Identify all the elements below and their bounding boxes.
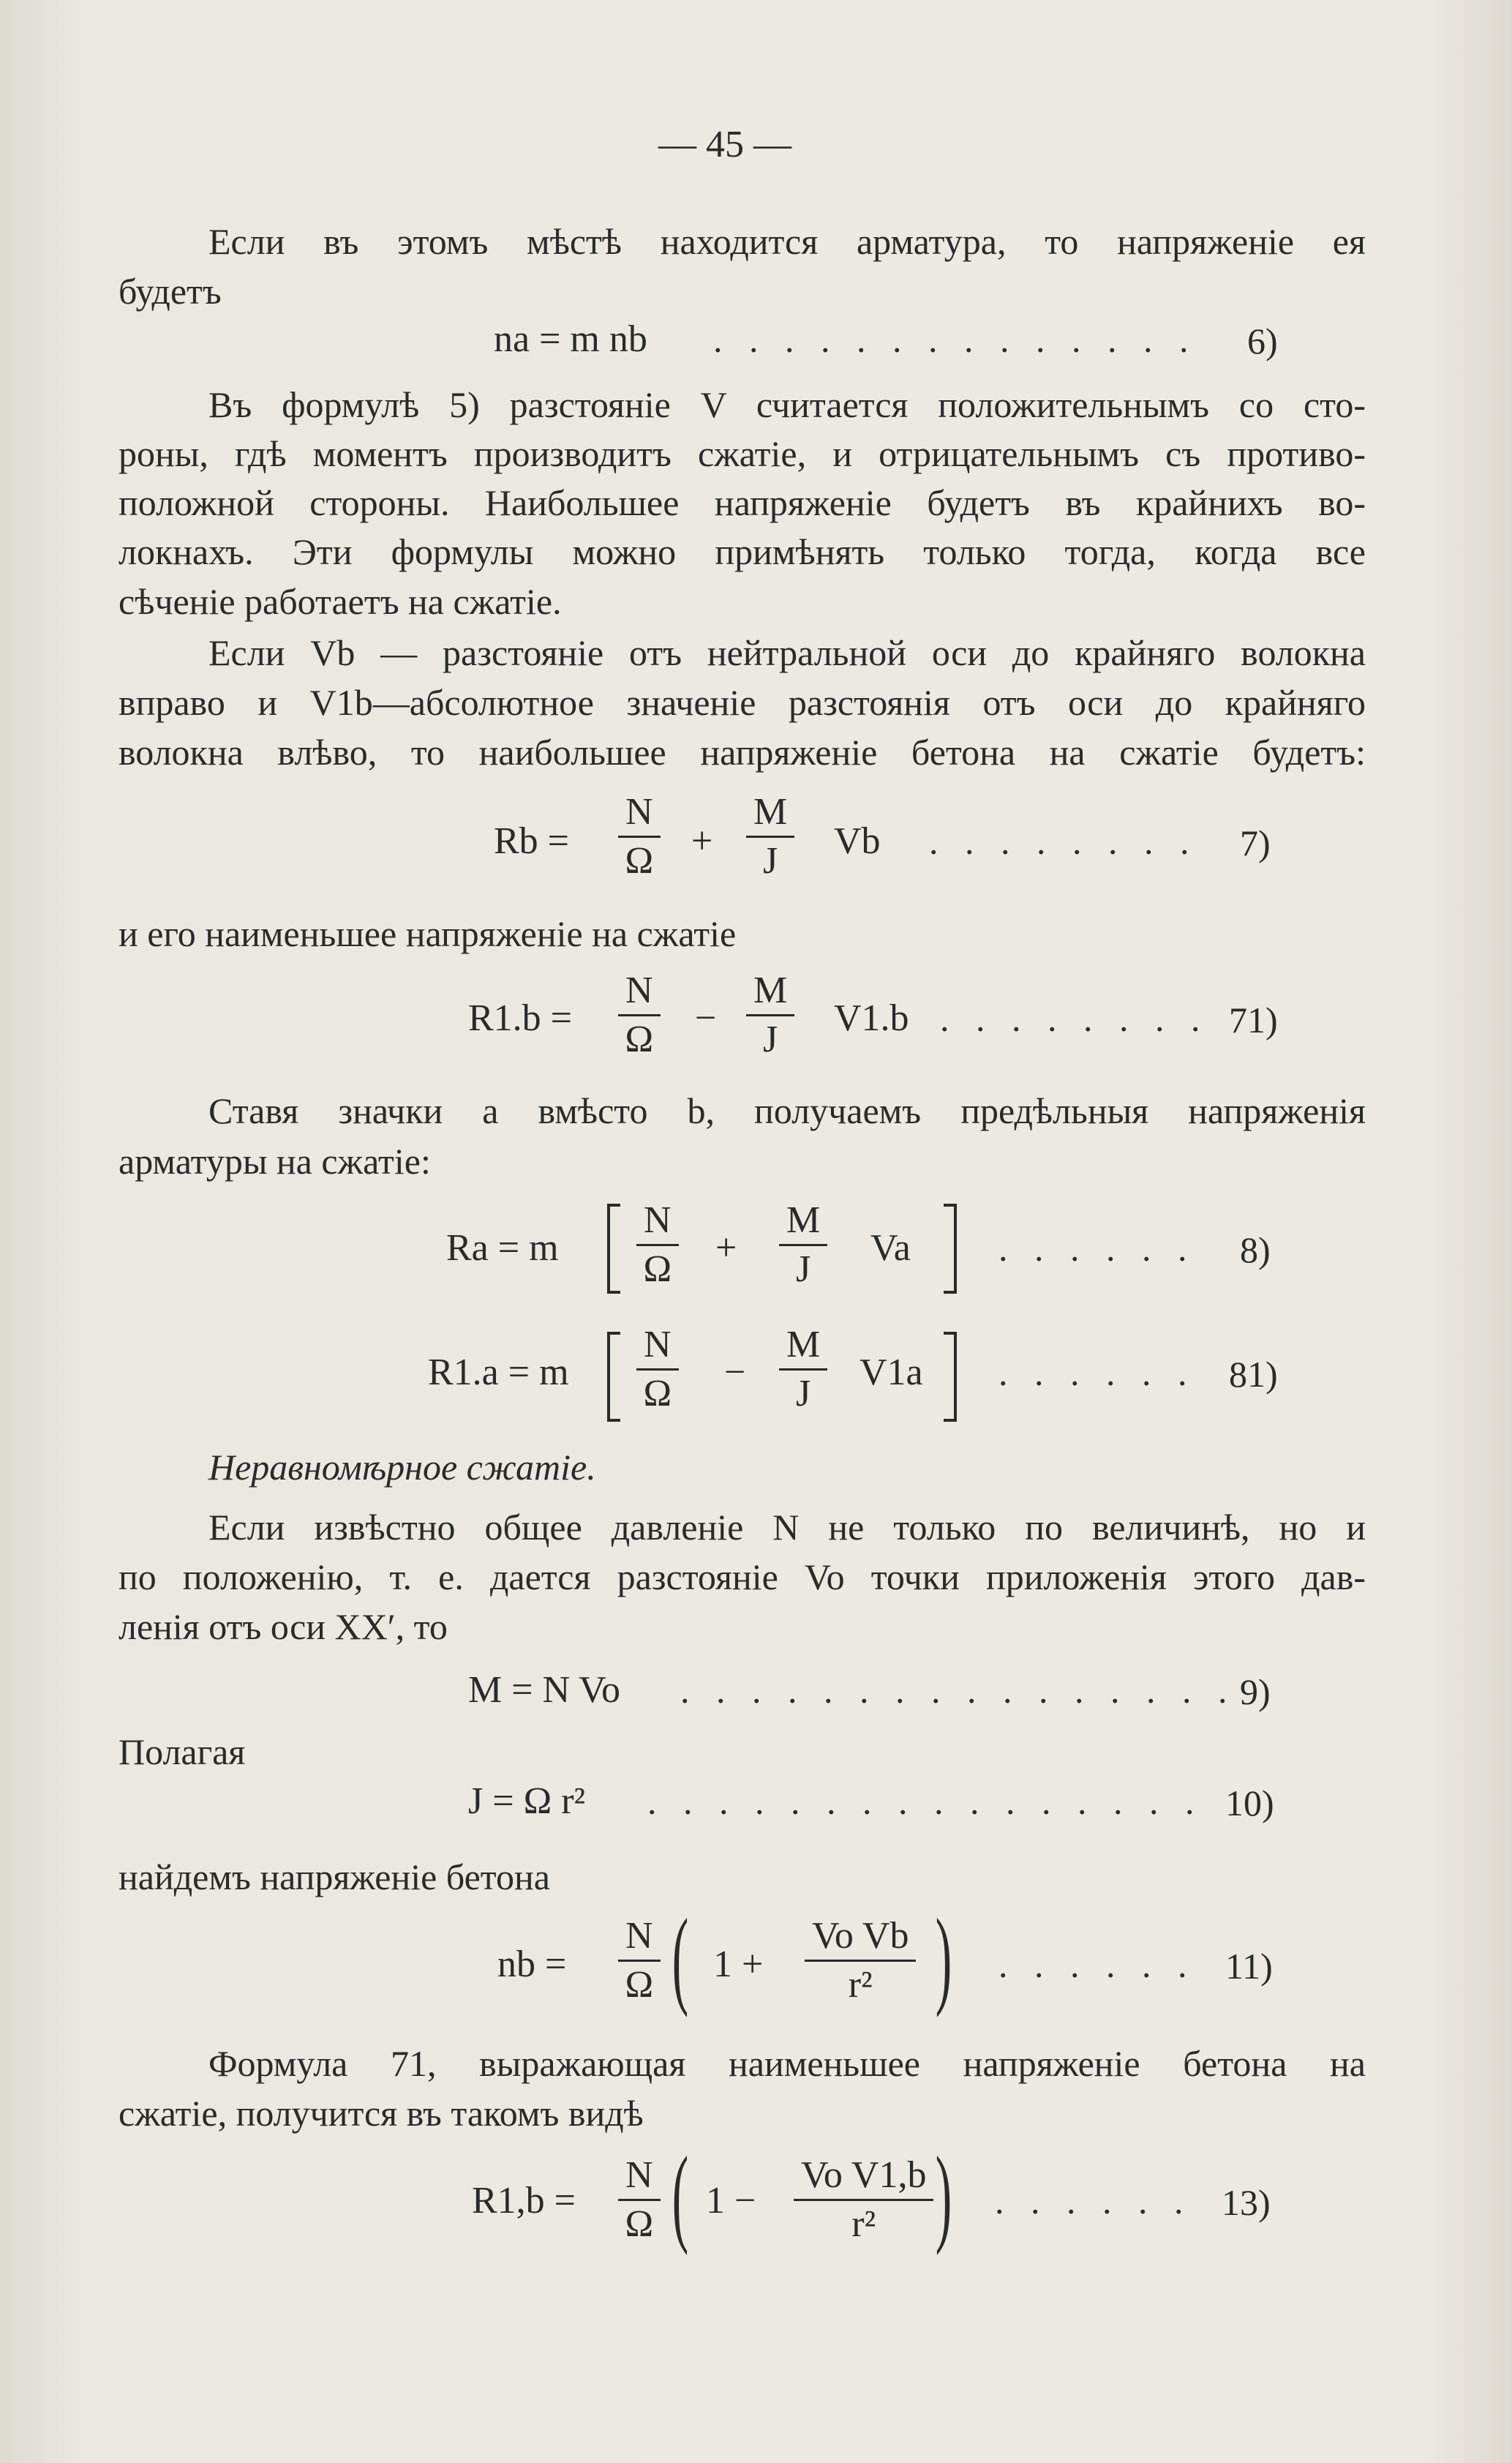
equation-number: 71) <box>1229 1000 1278 1041</box>
plus-sign: + <box>715 1227 737 1269</box>
text-line: Если въ этомъ мѣстѣ находится арматура, то напряженіе ея <box>208 221 1366 262</box>
leader-dots: . . . . . . . . <box>929 821 1198 862</box>
fraction-m-j: $\frac{M}{J}$ <box>779 1200 827 1290</box>
equation-13-lhs: R1,b = <box>472 2180 576 2222</box>
plus-sign: + <box>691 820 713 862</box>
text-line: и его наименьшее напряженіе на сжатіе <box>119 913 737 954</box>
fraction-n-omega: $\frac{N}{\Omega}$ <box>618 2155 661 2245</box>
leader-dots: . . . . . . <box>998 1944 1196 1985</box>
leader-dots: . . . . . . . . <box>940 998 1209 1039</box>
fraction-m-j: $\frac{M}{J}$ <box>779 1324 827 1414</box>
equation-7-1-lhs: R1.b = <box>468 997 573 1039</box>
leader-dots: . . . . . . . . . . . . . . . . <box>647 1781 1203 1822</box>
leader-dots: . . . . . . <box>998 1228 1196 1269</box>
text-line: будетъ <box>119 271 222 312</box>
leader-dots: . . . . . . <box>998 1352 1196 1393</box>
text-line: положной стороны. Наибольшее напряженіе будетъ въ крайнихъ во- <box>119 482 1366 523</box>
equation-10-lhs: J = Ω r² <box>468 1780 586 1822</box>
text-line: арматуры на сжатіе: <box>119 1141 431 1182</box>
minus-sign: − <box>695 997 717 1039</box>
equation-number: 10) <box>1225 1782 1274 1823</box>
left-paren: ( <box>672 2134 689 2256</box>
fraction-n-omega: $\frac{N}{\Omega}$ <box>618 1916 661 2006</box>
text-line: найдемъ напряженіе бетона <box>119 1856 550 1897</box>
equation-9-lhs: M = N Vo <box>468 1669 621 1711</box>
text-line: ленія отъ оси XX′, то <box>119 1606 448 1647</box>
equation-11-lhs: nb = <box>497 1943 567 1985</box>
right-bracket <box>944 1332 957 1422</box>
equation-7-tail: Vb <box>834 820 881 862</box>
text-line: сѣченіе работаетъ на сжатіе. <box>119 581 562 622</box>
equation-7-lhs: Rb = <box>494 820 570 862</box>
text-line: волокна влѣво, то наибольшее напряженіе бетона на сжатіе будетъ: <box>119 732 1366 773</box>
equation-number: 8) <box>1240 1229 1271 1270</box>
equation-8-lhs: Ra = m <box>446 1227 559 1269</box>
equation-8-tail: Va <box>870 1227 911 1269</box>
fraction-vo-v1b-r2: $\frac{\text{Vo V1,b}}{\text{r²}}$ <box>794 2155 933 2245</box>
fraction-m-j: $\frac{M}{J}$ <box>746 970 794 1060</box>
text-line: локнахъ. Эти формулы можно примѣнять только тогда, когда все <box>119 531 1366 572</box>
leader-dots: . . . . . . . . . . . . . . <box>713 319 1197 360</box>
equation-6-lhs: na = m nb <box>494 318 647 360</box>
fraction-vo-vb-r2: $\frac{\text{Vo Vb}}{\text{r²}}$ <box>805 1916 916 2006</box>
equation-13-one: 1 − <box>706 2180 756 2222</box>
equation-number: 81) <box>1229 1354 1278 1395</box>
equation-number: 9) <box>1240 1671 1271 1712</box>
equation-number: 7) <box>1240 822 1271 863</box>
text-line: сжатіе, получится въ такомъ видѣ <box>119 2093 644 2134</box>
fraction-n-omega: $\frac{N}{\Omega}$ <box>636 1324 679 1414</box>
equation-number: 13) <box>1222 2182 1271 2223</box>
text-line: Если Vb — разстояніе отъ нейтральной оси до крайняго волокна <box>208 632 1366 673</box>
equation-7-1-tail: V1.b <box>834 997 909 1039</box>
fraction-n-omega: $\frac{N}{\Omega}$ <box>618 792 661 882</box>
page-number: — 45 — <box>658 124 791 165</box>
right-paren: ) <box>935 2134 952 2256</box>
left-bracket <box>607 1204 620 1294</box>
section-heading: Неравномѣрное сжатіе. <box>208 1447 596 1488</box>
equation-number: 11) <box>1225 1946 1273 1987</box>
text-line: Ставя значки a вмѣсто b, получаемъ предѣльныя напряженія <box>208 1090 1366 1131</box>
text-line: Формула 71, выражающая наименьшее напряженіе бетона на <box>208 2043 1366 2084</box>
leader-dots: . . . . . . <box>995 2181 1192 2222</box>
fraction-n-omega: $\frac{N}{\Omega}$ <box>618 970 661 1060</box>
equation-number: 6) <box>1247 320 1278 361</box>
minus-sign: − <box>724 1352 746 1393</box>
equation-8-1-lhs: R1.a = m <box>428 1352 569 1393</box>
left-bracket <box>607 1332 620 1422</box>
text-line: по положенію, т. е. дается разстояніе Vo точки приложенія этого дав- <box>119 1556 1366 1597</box>
equation-8-1-tail: V1a <box>860 1352 923 1393</box>
text-line: роны, гдѣ моментъ производитъ сжатіе, и отрицательнымъ съ противо- <box>119 433 1366 474</box>
leader-dots: . . . . . . . . . . . . . . . . <box>680 1670 1236 1711</box>
fraction-m-j: $\frac{M}{J}$ <box>746 792 794 882</box>
text-line: Въ формулѣ 5) разстояніе V считается положительнымъ со сто- <box>208 384 1366 425</box>
right-paren: ) <box>935 1897 952 2018</box>
text-line: вправо и V1b—абсолютное значеніе разстоянія отъ оси до крайняго <box>119 682 1366 723</box>
text-line: Если извѣстно общее давленіе N не только по величинѣ, но и <box>208 1507 1366 1548</box>
text-line: Полагая <box>119 1731 246 1772</box>
right-bracket <box>944 1204 957 1294</box>
fraction-n-omega: $\frac{N}{\Omega}$ <box>636 1200 679 1290</box>
equation-11-one: 1 + <box>713 1943 764 1985</box>
left-paren: ( <box>672 1897 689 2018</box>
